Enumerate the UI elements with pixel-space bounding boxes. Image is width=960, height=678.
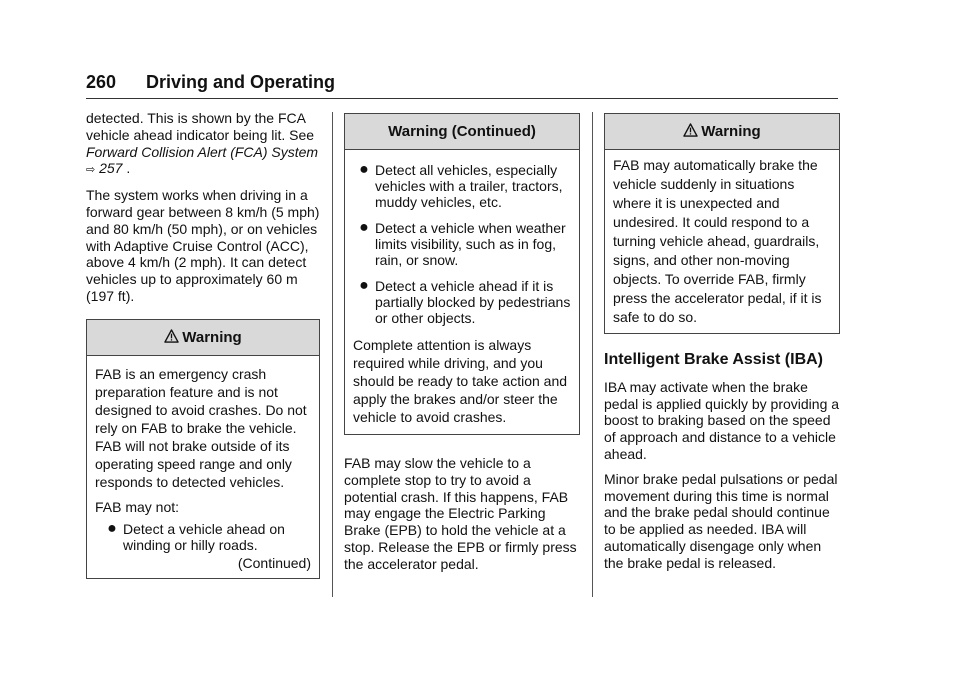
operating-range-paragraph: The system works when driving in a forward gear between 8 km/h (5 mph) and 80 km/h (50 mph), or on vehicles with Adaptive Cruise Control (ACC), above 4 km/h (2 mph). It can detect vehicles up to approximately 60 m (197 ft). xyxy=(86,187,320,304)
page-ref-arrow-icon: ⇨ xyxy=(86,164,96,177)
bullet-icon: ● xyxy=(359,219,369,236)
continued-label: (Continued) xyxy=(237,554,311,571)
iba-paragraph-1: IBA may activate when the brake pedal is applied quickly by providing a boost to braking based on the speed of approach and distance to a vehicle ahead. xyxy=(604,378,840,462)
warning-box-header: Warning (Continued) xyxy=(345,114,579,150)
cross-reference-page[interactable]: 257 xyxy=(99,160,123,177)
page-header xyxy=(86,68,838,99)
page-number: 260 xyxy=(86,72,117,92)
fab-stop-paragraph: FAB may slow the vehicle to a complete stop to try to avoid a potential crash. If this happens, FAB may engage the Electric Parking Brake (EPB) to hold the vehicle at a stop. Release the EPB or firmly press the accelerator pedal. xyxy=(344,455,577,572)
iba-paragraph-2: Minor brake pedal pulsations or pedal movement during this time is normal and the brake pedal should continue to be applied as needed. IBA will automatically disengage only when the brake pedal is released. xyxy=(604,470,838,571)
list-item: ● Detect a vehicle when weather limits visibility, such as in fog, rain, or snow. xyxy=(353,220,571,268)
list-item: ● Detect a vehicle ahead if it is partially blocked by pedestrians or other objects. xyxy=(353,278,571,326)
list-item: ● Detect all vehicles, especially vehicles with a trailer, tractors, muddy vehicles, etc. xyxy=(353,162,571,210)
warning-box-header xyxy=(87,320,319,356)
bullet-icon: ● xyxy=(359,277,369,294)
warning-title: Warning xyxy=(701,123,761,140)
list-item: ● Detect a vehicle ahead on winding or hilly roads. xyxy=(101,521,311,553)
column-3 xyxy=(604,113,840,580)
cross-reference-link[interactable]: Forward Collision Alert (FCA) System xyxy=(86,143,319,160)
column-divider xyxy=(332,112,333,597)
bullet-icon: ● xyxy=(107,519,117,537)
warning-text: FAB is an emergency crash preparation feature and is not designed to avoid crashes. Do not rely on FAB to brake the vehicle. FAB will not brake outside of its operating speed range and only responds to detected vehicles. xyxy=(95,365,307,490)
column-divider xyxy=(592,112,593,597)
column-2 xyxy=(344,113,580,581)
warning-box-body: FAB may automatically brake the vehicle suddenly in situations where it is unexpected and undesired. It could respond to a turning vehicle ahead, guardrails, signs, and other non-moving objects. To override FAB, firmly press the accelerator pedal, if it is safe to do so. xyxy=(613,157,822,325)
section-title: Driving and Operating xyxy=(146,72,336,92)
warning-box-fab-override xyxy=(604,113,840,334)
warning-closing-text: Complete attention is always required while driving, and you should be ready to take action and apply the brakes and/or steer the vehicle to avoid crashes. xyxy=(353,337,568,425)
bullet-icon: ● xyxy=(359,161,369,178)
iba-heading: Intelligent Brake Assist (IBA) xyxy=(604,351,824,368)
intro-paragraph: detected. This is shown by the FCA vehicle ahead indicator being lit. See Forward Collision Alert (FCA) System ⇨ 257 . xyxy=(86,110,319,177)
warning-triangle-icon xyxy=(683,123,698,137)
warning-triangle-icon xyxy=(164,329,179,343)
column-1 xyxy=(86,110,320,579)
warning-title: Warning xyxy=(182,328,242,346)
warning-box-body xyxy=(87,356,319,578)
warning-box-continued xyxy=(344,113,580,435)
warning-box-body xyxy=(345,150,579,434)
warning-box-fab-limits xyxy=(86,319,320,579)
warning-may-not-label: FAB may not: xyxy=(95,498,180,515)
warning-box-header xyxy=(605,114,839,150)
